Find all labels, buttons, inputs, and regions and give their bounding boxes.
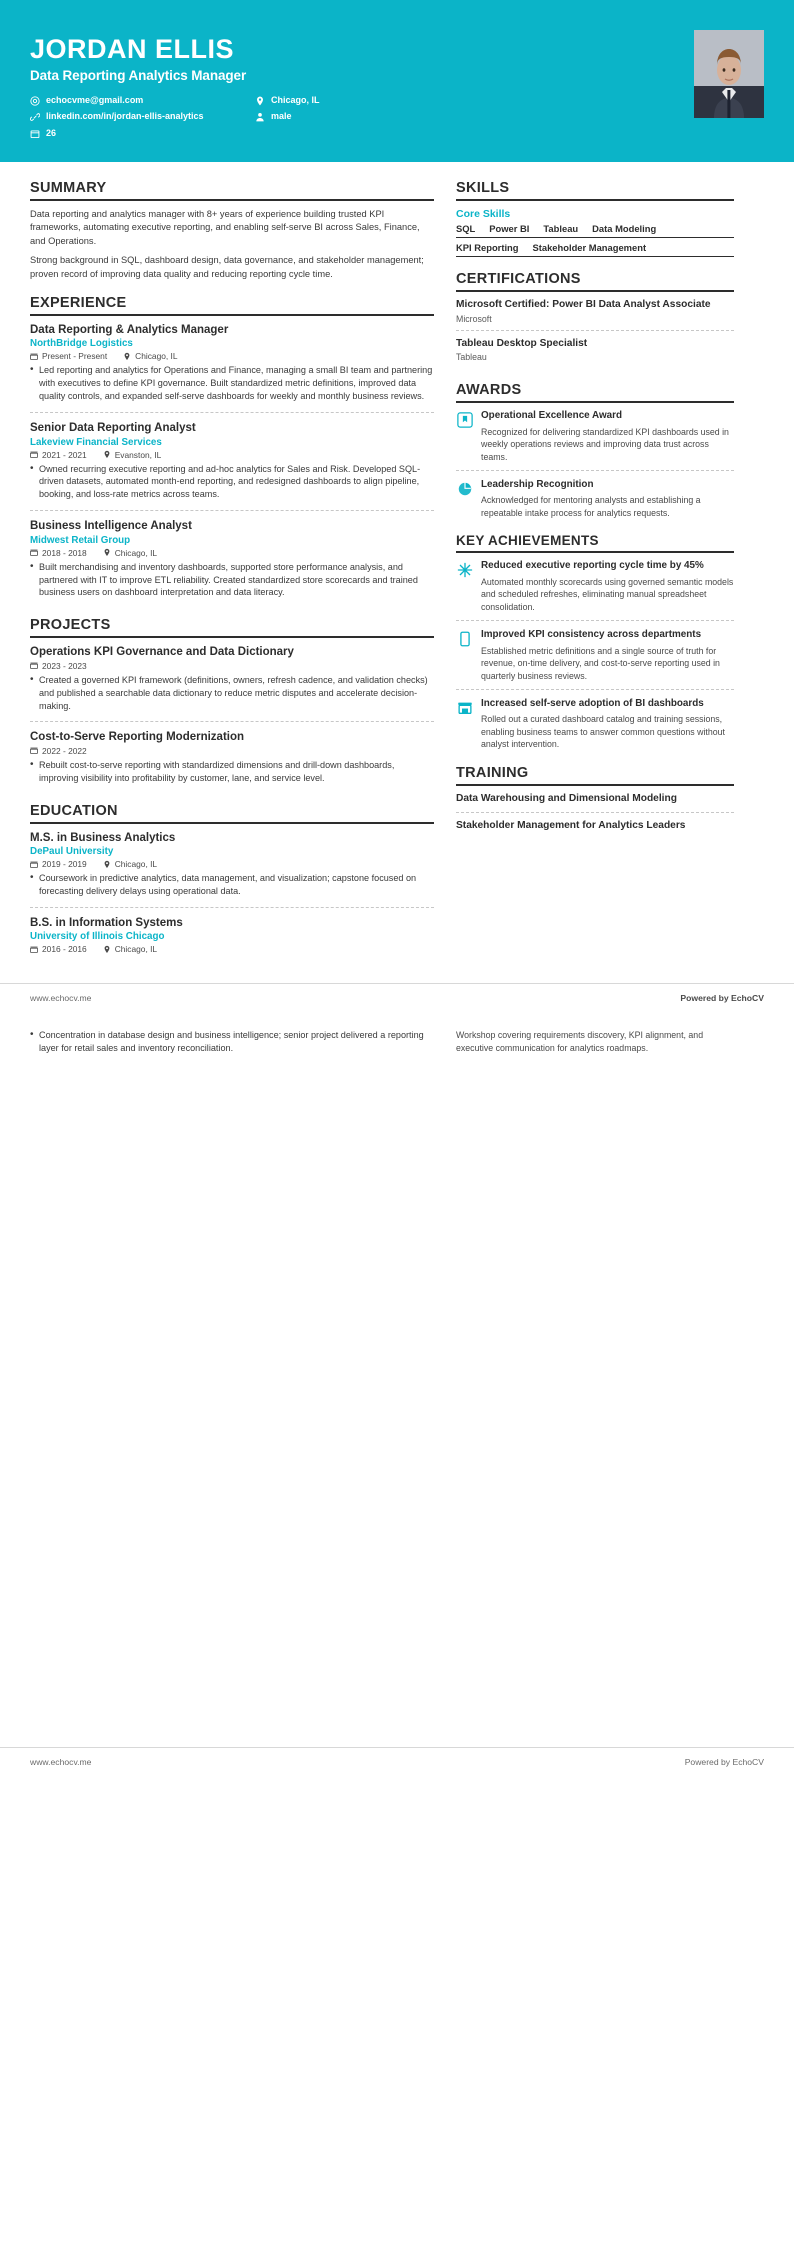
- section-experience: [30, 295, 434, 603]
- achievement-entry: [456, 698, 734, 751]
- entry-bullets: [30, 364, 434, 403]
- entry-dates-text: 2016 - 2016: [42, 944, 87, 955]
- award-body: [481, 410, 734, 463]
- summary-paragraph: Strong background in SQL, dashboard design, data governance, and stakeholder management; proven record of improving data quality and reducing reporting cycle time.: [30, 255, 424, 279]
- person-icon: [255, 112, 265, 122]
- bullet: • Created a governed KPI framework (definitions, owners, refresh cadence, and validation checks) and published a searchable data dictionary to reduce metric disputes and accelerate decision-making.: [30, 674, 434, 713]
- entry-location-text: Chicago, IL: [114, 859, 158, 870]
- education-entry: [30, 831, 434, 908]
- calendar-icon: [30, 945, 38, 954]
- contact-gender: [255, 111, 320, 123]
- entry-meta: [30, 944, 434, 954]
- project-entry: [30, 730, 434, 788]
- continuation-body: [0, 1029, 794, 1057]
- entry-dates-text: 2019 - 2019: [42, 859, 87, 870]
- left-column-continued: [30, 1029, 434, 1057]
- entry-dates-text: Present - Present: [42, 351, 108, 362]
- right-column-continued: [456, 1029, 734, 1054]
- contact-age: [30, 128, 255, 140]
- education-entry: [30, 916, 434, 959]
- entry-dates: [30, 450, 87, 460]
- section-training: [456, 765, 734, 839]
- entry-bullets: [30, 1029, 434, 1055]
- footer-brand: Powered by EchoCV: [680, 993, 764, 1004]
- entry-dates: [30, 661, 87, 671]
- entry-bullets: [30, 759, 434, 785]
- award-name: Leadership Recognition: [481, 479, 594, 491]
- section-title-skills: SKILLS: [456, 179, 510, 196]
- certification-issuer: Tableau: [456, 352, 487, 363]
- achievement-description: Rolled out a curated dashboard catalog and training sessions, enabling business teams to answer common questions without analyst intervention.: [481, 714, 726, 750]
- contact-age-text: 26: [46, 128, 57, 139]
- calendar-icon: [30, 746, 38, 755]
- certification-name: Microsoft Certified: Power BI Data Analyst Associate: [456, 298, 711, 310]
- entry-role: B.S. in Information Systems: [30, 916, 183, 929]
- entry-bullets: [30, 872, 434, 898]
- entry-meta: [30, 661, 434, 671]
- section-certifications: [456, 271, 734, 369]
- entry-role: Operations KPI Governance and Data Dictionary: [30, 646, 294, 659]
- resume-header: [0, 0, 794, 162]
- entry-role: Cost-to-Serve Reporting Modernization: [30, 731, 245, 744]
- entry-location: [103, 450, 162, 460]
- award-description: Acknowledged for mentoring analysts and establishing a repeatable intake process for analytics requests.: [481, 495, 701, 518]
- entry-location: [103, 944, 157, 954]
- entry-dates: [30, 859, 87, 869]
- contact-grid: [30, 95, 320, 140]
- entry-dates-text: 2023 - 2023: [42, 660, 87, 671]
- section-title-education: EDUCATION: [30, 802, 118, 819]
- skill-chip: Data Modeling: [592, 222, 657, 234]
- entry-organization: Midwest Retail Group: [30, 534, 131, 546]
- summary-paragraph: Data reporting and analytics manager with 8+ years of experience building trusted KPI frameworks, automating executive reporting, and enabling self-serve BI across Sales, Finance, and Operations.: [30, 208, 420, 246]
- entry-location: [123, 351, 177, 361]
- divider: [456, 551, 734, 553]
- achievement-body: [481, 698, 734, 751]
- entry-meta: [30, 746, 434, 756]
- certification-name: Tableau Desktop Specialist: [456, 337, 588, 349]
- section-title-awards: AWARDS: [456, 382, 522, 399]
- experience-entry: [30, 421, 434, 511]
- entry-location-text: Evanston, IL: [114, 449, 162, 460]
- entry-organization: Lakeview Financial Services: [30, 436, 162, 448]
- contact-location: [255, 95, 320, 107]
- divider: [456, 784, 734, 786]
- entry-dates: [30, 548, 87, 558]
- footer-brand: Powered by EchoCV: [684, 1757, 764, 1768]
- footer-site[interactable]: www.echocv.me: [30, 1757, 92, 1768]
- contact-column-left: [30, 95, 255, 140]
- achievement-name: Reduced executive reporting cycle time by 45%: [481, 560, 704, 572]
- award-entry: [456, 479, 734, 519]
- avatar: [694, 30, 764, 118]
- project-entry: [30, 645, 434, 722]
- bullet: • Coursework in predictive analytics, data management, and visualization; capstone focused on forecasting delivery delays using operational data.: [30, 872, 434, 898]
- section-education: [30, 803, 434, 960]
- contact-linkedin[interactable]: [30, 111, 255, 123]
- section-title-certifications: CERTIFICATIONS: [456, 270, 581, 287]
- certification-entry: [456, 299, 734, 331]
- skill-chip: Tableau: [543, 222, 579, 234]
- contact-linkedin-text: linkedin.com/in/jordan-ellis-analytics: [46, 111, 204, 122]
- entry-bullets: [30, 674, 434, 713]
- certification-issuer: Microsoft: [456, 313, 492, 324]
- calendar-icon: [30, 661, 38, 670]
- award-description: Recognized for delivering standardized KPI dashboards used in weekly operations reviews and improving data trust across teams.: [481, 426, 729, 462]
- section-title-projects: PROJECTS: [30, 617, 111, 634]
- entry-meta: [30, 548, 434, 558]
- entry-meta: [30, 859, 434, 869]
- experience-entry: [30, 519, 434, 603]
- entry-role: Business Intelligence Analyst: [30, 520, 192, 533]
- location-pin-icon: [123, 352, 131, 361]
- location-pin-icon: [255, 96, 265, 106]
- candidate-job-title: Data Reporting Analytics Manager: [30, 67, 247, 83]
- section-awards: [456, 382, 734, 519]
- page-whitespace: [0, 1057, 794, 1747]
- mobile-icon: [456, 630, 473, 647]
- award-entry: [456, 410, 734, 471]
- award-body: [481, 479, 734, 519]
- achievement-entry: [456, 629, 734, 690]
- contact-column-right: [255, 95, 320, 140]
- divider: [456, 199, 734, 201]
- location-pin-icon: [103, 860, 111, 869]
- entry-role: M.S. in Business Analytics: [30, 831, 176, 844]
- pie-chart-icon: [456, 480, 473, 497]
- calendar-icon: [30, 548, 38, 557]
- bullet: • Owned recurring executive reporting and ad-hoc analytics for Sales and Risk. Developed SQL-driven datasets, automated month-end reporting, and redesigned dashboards to align pipeline, booking, and loss-rate metrics across teams.: [30, 463, 434, 502]
- experience-entry: [30, 323, 434, 413]
- entry-dates-text: 2021 - 2021: [42, 449, 87, 460]
- entry-dates: [30, 746, 87, 756]
- achievement-description: Automated monthly scorecards using governed semantic models and scheduled refreshes, eliminating manual spreadsheet consolidation.: [481, 576, 734, 612]
- header-left: [30, 30, 320, 140]
- skill-row: [456, 242, 734, 257]
- divider: [30, 199, 434, 201]
- contact-email-text: echocvme@gmail.com: [46, 94, 144, 105]
- entry-dates: [30, 351, 107, 361]
- contact-email[interactable]: [30, 95, 255, 107]
- bullet: • Rebuilt cost-to-serve reporting with standardized dimensions and drill-down dashboards, improving visibility into profitability by customer, lane, and service level.: [30, 759, 434, 785]
- section-projects: [30, 617, 434, 788]
- entry-location: [103, 548, 157, 558]
- right-column: [456, 180, 734, 853]
- divider: [456, 290, 734, 292]
- location-pin-icon: [103, 450, 111, 459]
- section-title-training: TRAINING: [456, 764, 529, 781]
- bullet: • Led reporting and analytics for Operations and Finance, managing a small BI team and partnering with executives to define KPI governance. Built standardized metric definitions, improved data quality controls, and expanded self-serve dashboards for weekly and monthly business reviews.: [30, 364, 434, 403]
- section-title-summary: SUMMARY: [30, 179, 107, 196]
- entry-dates-text: 2018 - 2018: [42, 547, 87, 558]
- skill-chip: SQL: [456, 222, 476, 234]
- skill-chip: KPI Reporting: [456, 241, 519, 253]
- achievement-body: [481, 629, 734, 682]
- section-skills: [456, 180, 734, 257]
- location-pin-icon: [103, 548, 111, 557]
- entry-location-text: Chicago, IL: [114, 944, 158, 955]
- contact-gender-text: male: [271, 111, 292, 122]
- resume-body: [0, 162, 794, 973]
- award-name: Operational Excellence Award: [481, 410, 623, 422]
- skill-chip: Power BI: [489, 222, 530, 234]
- achievement-name: Increased self-serve adoption of BI dashboards: [481, 698, 704, 710]
- calendar-icon: [30, 129, 40, 139]
- section-key-achievements: [456, 533, 734, 750]
- training-name: Stakeholder Management for Analytics Leaders: [456, 819, 686, 831]
- entry-meta: [30, 450, 434, 460]
- location-pin-icon: [103, 945, 111, 954]
- entry-dates: [30, 944, 87, 954]
- entry-location: [103, 859, 157, 869]
- store-icon: [456, 699, 473, 716]
- skills-group-label: Core Skills: [456, 207, 511, 220]
- entry-organization: University of Illinois Chicago: [30, 931, 165, 943]
- achievement-entry: [456, 560, 734, 621]
- section-title-key-achievements: KEY ACHIEVEMENTS: [456, 533, 599, 549]
- entry-meta: [30, 351, 434, 361]
- divider: [30, 636, 434, 638]
- certification-entry: [456, 338, 734, 369]
- link-icon: [30, 112, 40, 122]
- footer-site[interactable]: www.echocv.me: [30, 993, 92, 1004]
- candidate-name: JORDAN ELLIS: [30, 34, 235, 64]
- entry-bullets: [30, 561, 434, 600]
- sparkle-icon: [456, 561, 473, 578]
- entry-bullets: [30, 463, 434, 502]
- page-break: [0, 1003, 794, 1029]
- calendar-icon: [30, 450, 38, 459]
- achievement-description: Established metric definitions and a single source of truth for revenue, on-time delivery, and cost-to-serve reporting used in quarterly business reviews.: [481, 645, 720, 681]
- entry-location-text: Chicago, IL: [135, 351, 178, 362]
- section-summary: [30, 180, 434, 281]
- email-icon: [30, 96, 40, 106]
- entry-organization: DePaul University: [30, 846, 114, 858]
- divider: [30, 314, 434, 316]
- left-column: [30, 180, 434, 973]
- calendar-icon: [30, 860, 38, 869]
- bookmark-icon: [456, 411, 473, 428]
- bullet: • Concentration in database design and business intelligence; senior project delivered a reporting layer for retail sales and inventory reconciliation.: [30, 1029, 434, 1055]
- entry-organization: NorthBridge Logistics: [30, 338, 133, 350]
- training-entry: [456, 820, 734, 839]
- training-entry: [456, 793, 734, 813]
- page-footer: [0, 983, 794, 1003]
- achievement-name: Improved KPI consistency across departments: [481, 629, 702, 641]
- divider: [456, 401, 734, 403]
- page-footer-bottom: [0, 1747, 794, 1779]
- section-title-experience: EXPERIENCE: [30, 295, 127, 312]
- skill-chip: Stakeholder Management: [532, 241, 647, 253]
- divider: [30, 822, 434, 824]
- entry-role: Senior Data Reporting Analyst: [30, 422, 196, 435]
- training-name: Data Warehousing and Dimensional Modeling: [456, 792, 677, 804]
- skills-rows: [456, 223, 734, 257]
- contact-location-text: Chicago, IL: [271, 94, 320, 105]
- achievement-body: [481, 560, 734, 613]
- entry-location-text: Chicago, IL: [114, 547, 158, 558]
- entry-role: Data Reporting & Analytics Manager: [30, 324, 229, 337]
- training-description: Workshop covering requirements discovery, KPI alignment, and executive communication for analytics roadmaps.: [456, 1030, 704, 1053]
- skill-row: [456, 223, 734, 238]
- calendar-icon: [30, 352, 38, 361]
- bullet: • Built merchandising and inventory dashboards, supported store performance analysis, and partnered with IT to improve ETL reliability. Created standardized store scorecards and trained business users on dashboard interpretation and data literacy.: [30, 561, 434, 600]
- entry-dates-text: 2022 - 2022: [42, 745, 87, 756]
